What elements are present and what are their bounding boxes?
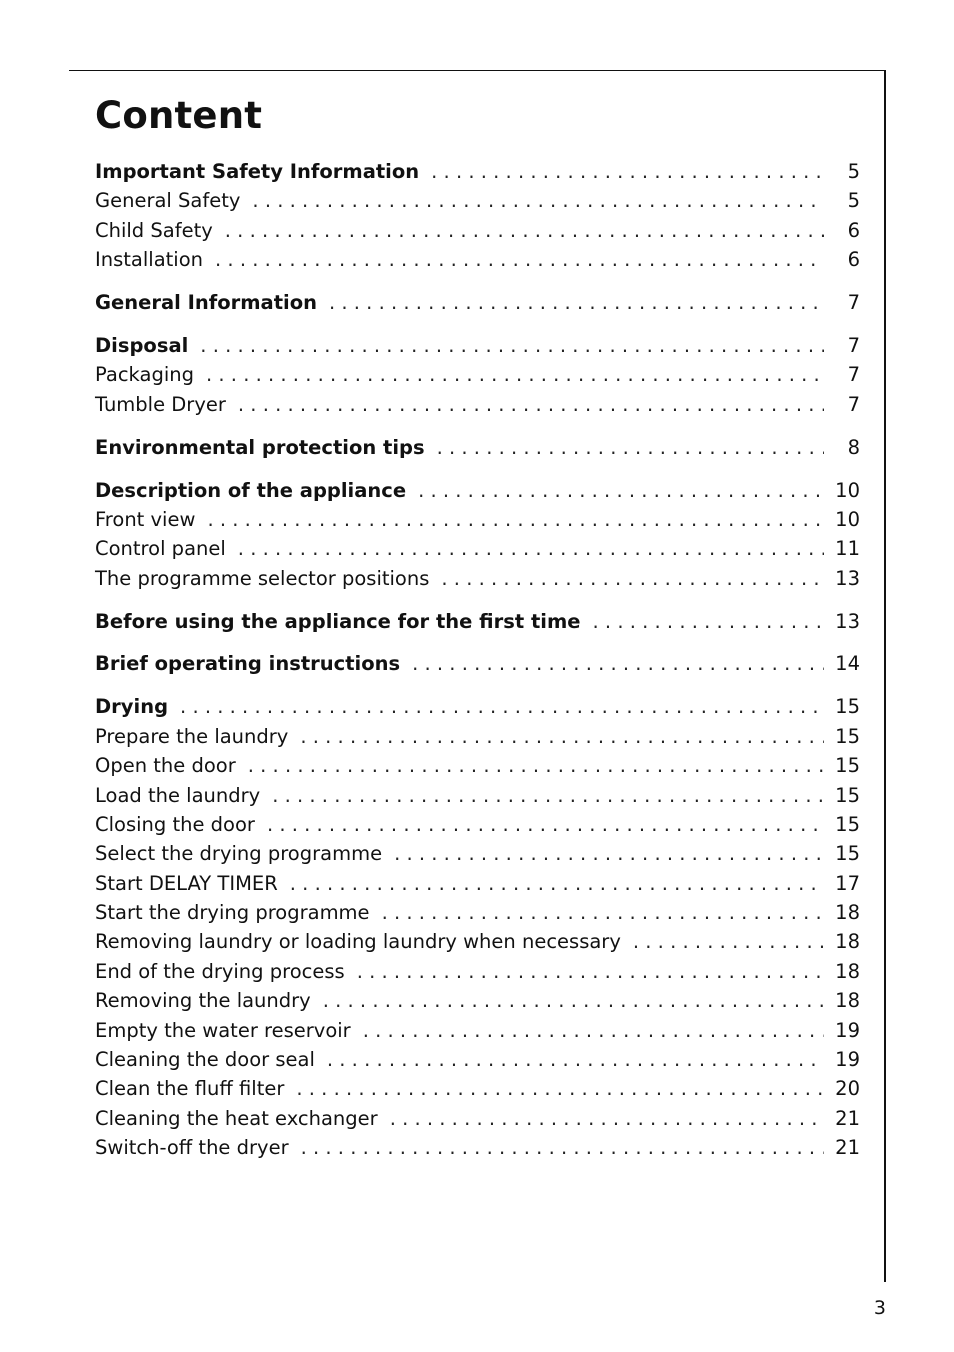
toc-entry-label: Description of the appliance: [95, 478, 407, 502]
toc-entry-page: 18: [835, 930, 860, 954]
dot-leader: [382, 901, 824, 924]
toc-entry[interactable]: [95, 567, 860, 596]
toc-entry-page: 13: [835, 609, 860, 633]
toc-entry[interactable]: [95, 784, 860, 813]
toc-entry[interactable]: [95, 842, 860, 871]
toc-section: [95, 160, 860, 278]
toc-entry-label: Control panel: [95, 537, 226, 561]
toc-entry-label: Prepare the laundry: [95, 724, 289, 748]
toc-entry-label: Load the laundry: [95, 783, 261, 807]
dot-leader: [363, 1019, 824, 1042]
toc-entry-page: 13: [835, 566, 860, 590]
dot-leader: [357, 960, 824, 983]
dot-leader: [180, 695, 824, 718]
toc-entry-label: End of the drying process: [95, 959, 345, 983]
toc-entry-page: 8: [847, 435, 860, 459]
toc-entry-page: 15: [835, 842, 860, 866]
top-rule: [69, 70, 886, 71]
dot-leader: [215, 248, 824, 271]
dot-leader: [431, 160, 824, 183]
toc-entry[interactable]: [95, 989, 860, 1018]
toc-entry[interactable]: [95, 219, 860, 248]
dot-leader: [329, 291, 824, 314]
toc-entry[interactable]: [95, 754, 860, 783]
toc-section: [95, 652, 860, 681]
toc-entry-label: Important Safety Information: [95, 160, 420, 183]
toc-entry-label: The programme selector positions: [95, 566, 430, 590]
dot-leader: [394, 842, 824, 865]
toc-entry-label: Cleaning the heat exchanger: [95, 1106, 378, 1130]
toc-entry-label: Disposal: [95, 333, 189, 357]
toc-section-heading[interactable]: [95, 334, 860, 363]
dot-leader: [327, 1048, 824, 1071]
toc-entry-label: Installation: [95, 248, 204, 272]
dot-leader: [633, 930, 824, 953]
toc-entry[interactable]: [95, 363, 860, 392]
toc-entry-page: 21: [835, 1136, 860, 1160]
dot-leader: [272, 784, 824, 807]
dot-leader: [290, 872, 824, 895]
dot-leader: [252, 189, 824, 212]
dot-leader: [238, 393, 824, 416]
dot-leader: [206, 363, 824, 386]
toc-entry-page: 14: [835, 652, 860, 676]
toc-entry[interactable]: [95, 508, 860, 537]
side-rule: [884, 70, 886, 1282]
toc-entry-label: Drying: [95, 695, 169, 719]
toc-entry[interactable]: [95, 393, 860, 422]
toc-entry-label: Tumble Dryer: [95, 392, 226, 416]
toc-section: [95, 436, 860, 465]
dot-leader: [267, 813, 824, 836]
dot-leader: [593, 610, 824, 633]
toc-section-heading[interactable]: [95, 610, 860, 639]
toc-entry-label: Before using the appliance for the first time: [95, 609, 581, 633]
toc-section: [95, 479, 860, 597]
toc-entry-page: 7: [847, 333, 860, 357]
toc-entry-page: 15: [835, 812, 860, 836]
toc-entry[interactable]: [95, 1107, 860, 1136]
toc-entry[interactable]: [95, 537, 860, 566]
toc-entry-label: General Safety: [95, 189, 241, 213]
toc-entry-label: Select the drying programme: [95, 842, 383, 866]
toc-entry[interactable]: [95, 248, 860, 277]
toc-entry[interactable]: [95, 930, 860, 959]
toc-entry-page: 19: [835, 1048, 860, 1072]
dot-leader: [437, 436, 824, 459]
toc-entry-label: Brief operating instructions: [95, 652, 401, 676]
toc-entry[interactable]: [95, 813, 860, 842]
toc-section: [95, 610, 860, 639]
dot-leader: [441, 567, 824, 590]
dot-leader: [296, 1077, 824, 1100]
toc-entry-page: 15: [835, 695, 860, 719]
toc-entry-page: 10: [835, 507, 860, 531]
toc-entry[interactable]: [95, 901, 860, 930]
dot-leader: [225, 219, 824, 242]
toc-entry-label: Child Safety: [95, 218, 213, 242]
page-number: 3: [873, 1297, 886, 1319]
toc-entry[interactable]: [95, 1136, 860, 1165]
toc-entry-label: Removing laundry or loading laundry when necessary: [95, 930, 621, 954]
toc-entry-label: Start DELAY TIMER: [95, 871, 278, 895]
toc-entry-label: Clean the fluff filter: [95, 1077, 285, 1101]
toc-entry-page: 6: [847, 218, 860, 242]
toc-entry-label: Closing the door: [95, 812, 255, 836]
dot-leader: [301, 1136, 824, 1159]
dot-leader: [248, 754, 824, 777]
table-of-contents: [95, 160, 860, 1179]
toc-section-heading[interactable]: [95, 291, 860, 320]
toc-entry-page: 15: [835, 754, 860, 778]
toc-entry[interactable]: [95, 1048, 860, 1077]
dot-leader: [207, 508, 824, 531]
toc-entry-page: 5: [847, 189, 860, 213]
toc-entry-label: Removing the laundry: [95, 989, 311, 1013]
toc-section: [95, 695, 860, 1165]
toc-entry-page: 6: [847, 248, 860, 272]
toc-entry[interactable]: [95, 725, 860, 754]
toc-section-heading[interactable]: [95, 479, 860, 508]
dot-leader: [412, 652, 824, 675]
toc-entry-label: Empty the water reservoir: [95, 1018, 351, 1042]
dot-leader: [200, 334, 824, 357]
toc-entry[interactable]: [95, 1077, 860, 1106]
toc-section-heading[interactable]: [95, 652, 860, 681]
toc-entry-label: Switch-off the dryer: [95, 1136, 289, 1160]
toc-section: [95, 334, 860, 422]
toc-entry[interactable]: [95, 1019, 860, 1048]
toc-section: [95, 291, 860, 320]
toc-entry-page: 10: [835, 478, 860, 502]
toc-section-heading[interactable]: [95, 160, 860, 189]
toc-entry-label: Packaging: [95, 363, 194, 387]
toc-entry-label: Cleaning the door seal: [95, 1048, 315, 1072]
dot-leader: [390, 1107, 824, 1130]
toc-entry[interactable]: [95, 189, 860, 218]
toc-entry-page: 21: [835, 1106, 860, 1130]
toc-entry-page: 7: [847, 363, 860, 387]
toc-entry-page: 11: [835, 537, 860, 561]
toc-entry-page: 5: [847, 160, 860, 183]
toc-entry-label: Open the door: [95, 754, 236, 778]
toc-entry[interactable]: [95, 960, 860, 989]
toc-entry-page: 7: [847, 392, 860, 416]
dot-leader: [300, 725, 824, 748]
dot-leader: [323, 989, 824, 1012]
toc-entry-label: Environmental protection tips: [95, 435, 425, 459]
toc-entry-label: General Information: [95, 291, 317, 315]
dot-leader: [238, 537, 824, 560]
toc-entry[interactable]: [95, 872, 860, 901]
toc-section-heading[interactable]: [95, 436, 860, 465]
toc-entry-page: 19: [835, 1018, 860, 1042]
toc-section-heading[interactable]: [95, 695, 860, 724]
toc-entry-page: 18: [835, 989, 860, 1013]
toc-entry-page: 15: [835, 724, 860, 748]
toc-entry-page: 15: [835, 783, 860, 807]
toc-entry-page: 18: [835, 901, 860, 925]
toc-entry-page: 20: [835, 1077, 860, 1101]
toc-entry-page: 7: [847, 291, 860, 315]
toc-entry-label: Front view: [95, 507, 196, 531]
toc-entry-page: 17: [835, 871, 860, 895]
toc-entry-label: Start the drying programme: [95, 901, 370, 925]
dot-leader: [418, 479, 824, 502]
toc-entry-page: 18: [835, 959, 860, 983]
page-title: Content: [95, 94, 263, 137]
